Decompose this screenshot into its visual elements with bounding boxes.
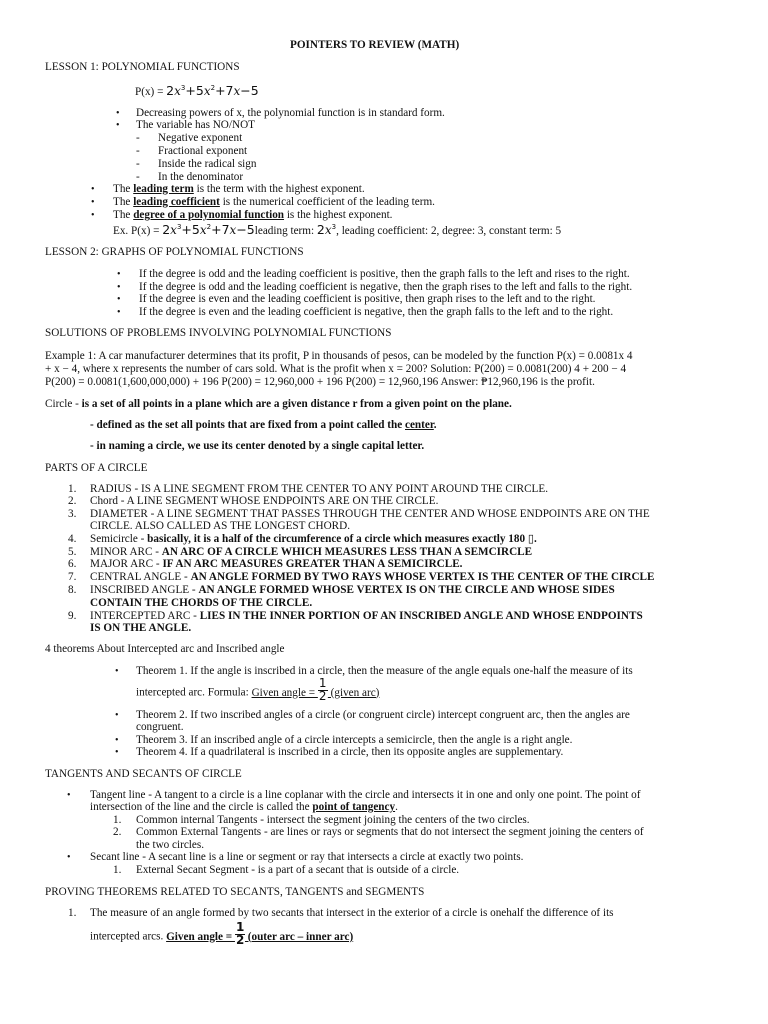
parts-item: IS ON THE ANGLE. (90, 622, 192, 634)
parts-heading: PARTS OF A CIRCLE (45, 462, 148, 474)
circle-definition: Circle - is a set of all points in a plane which are a given distance r from a given point on the plane. (45, 398, 512, 410)
list-num: 1. (113, 814, 122, 826)
bullet-icon: • (117, 269, 121, 280)
px-label: P(x) = (135, 86, 164, 98)
tangent-sub: Common internal Tangents - intersect the segment joining the centers of the two circles. (136, 814, 530, 826)
no-not-item: Negative exponent (158, 132, 243, 144)
one-half-fraction: $\frac{1}{2}$ (235, 920, 245, 947)
polynomial-formula (135, 84, 259, 99)
parts-num: 7. (68, 571, 77, 583)
dash-item: - (136, 132, 140, 144)
lesson1-heading: LESSON 1: POLYNOMIAL FUNCTIONS (45, 61, 240, 73)
bullet-icon: • (116, 108, 120, 119)
lesson1-point: Decreasing powers of x, the polynomial function is in standard form. (136, 107, 445, 119)
theorem-1-formula: intercepted arc. Formula: Given angle = $\frac{1}{2}$ (given arc) (136, 676, 380, 703)
no-not-item: Inside the radical sign (158, 158, 257, 170)
bullet-icon: • (115, 666, 119, 677)
no-not-item: Fractional exponent (158, 145, 248, 157)
dash-item: - (136, 145, 140, 157)
tangent-line: intersection of the line and the circle is called the point of tangency. (90, 801, 398, 813)
parts-item: INSCRIBED ANGLE - AN ANGLE FORMED WHOSE VERTEX IS ON THE CIRCLE AND WHOSE SIDES (90, 584, 615, 596)
dash-item: - (136, 171, 140, 183)
bullet-icon: • (117, 294, 121, 305)
parts-item: CENTRAL ANGLE - AN ANGLE FORMED BY TWO RAYS WHOSE VERTEX IS THE CENTER OF THE CIRCLE (90, 571, 655, 583)
example1-line: + x − 4, where x represents the number of cars sold. What is the profit when x = 200? Solution: P(200) = 0.0081(200) 4 + 200 − 4 (45, 363, 627, 375)
theorem-2: congruent. (136, 721, 184, 733)
lesson2-point: If the degree is odd and the leading coefficient is positive, then the graph falls to the left and rises to the right. (139, 268, 630, 280)
no-not-item: In the denominator (158, 171, 244, 183)
proving-heading: PROVING THEOREMS RELATED TO SECANTS, TANGENTS and SEGMENTS (45, 886, 425, 898)
bullet-icon: • (115, 735, 119, 746)
example-line: Ex. $P(x) = 2x^3+5x^2+7x-5leading$ term: $2x^3$, leading coefficient: 2, degree: 3, constant term: 5 (113, 222, 562, 237)
parts-num: 6. (68, 558, 77, 570)
bullet-icon: • (117, 282, 121, 293)
lesson2-point: If the degree is odd and the leading coefficient is negative, then the graph rises to the left and falls to the right. (139, 281, 633, 293)
lesson2-point: If the degree is even and the leading coefficient is negative, then the graph falls to the left and to the right. (139, 306, 614, 318)
parts-item: RADIUS - IS A LINE SEGMENT FROM THE CENTER TO ANY POINT AROUND THE CIRCLE. (90, 483, 548, 495)
parts-num: 5. (68, 546, 77, 558)
list-num: 1. (113, 864, 122, 876)
theorem-2: Theorem 2. If two inscribed angles of a circle (or congruent circle) intercept congruent arc, then the angles are (136, 709, 630, 721)
bullet-icon: • (117, 307, 121, 318)
theorems-heading: 4 theorems About Intercepted arc and Inscribed angle (45, 643, 285, 655)
parts-item: DIAMETER - A LINE SEGMENT THAT PASSES THROUGH THE CENTER AND WHOSE ENDPOINTS ARE ON THE (90, 508, 650, 520)
secant-line: Secant line - A secant line is a line or segment or ray that intersects a circle at exactly two points. (90, 851, 524, 863)
parts-num: 2. (68, 495, 77, 507)
px-expression: $2x^3+5x^2+7x-5$ (166, 83, 259, 98)
parts-num: 1. (68, 483, 77, 495)
dash-item: - (136, 158, 140, 170)
leading-coefficient-point: The leading coefficient is the numerical coefficient of the leading term. (113, 196, 435, 208)
lesson2-heading: LESSON 2: GRAPHS OF POLYNOMIAL FUNCTIONS (45, 246, 304, 258)
parts-num: 3. (68, 508, 77, 520)
theorem-1: Theorem 1. If the angle is inscribed in a circle, then the measure of the angle equals one-half the measure of its (136, 665, 633, 677)
parts-item: CONTAIN THE CHORDS OF THE CIRCLE. (90, 597, 313, 609)
tangent-sub: the two circles. (136, 839, 205, 851)
bullet-icon: • (67, 790, 71, 801)
parts-item: MAJOR ARC - IF AN ARC MEASURES GREATER THAN A SEMICIRCLE. (90, 558, 463, 570)
bullet-icon: • (91, 197, 95, 208)
theorem-4: Theorem 4. If a quadrilateral is inscribed in a circle, then its opposite angles are supplementary. (136, 746, 564, 758)
parts-num: 8. (68, 584, 77, 596)
theorem-3: Theorem 3. If an inscribed angle of a circle intercepts a semicircle, then the angle is a right angle. (136, 734, 573, 746)
parts-num: 4. (68, 533, 77, 545)
example1-line: Example 1: A car manufacturer determines that its profit, P in thousands of pesos, can be modeled by the function P(x) = 0.0081x 4 (45, 350, 633, 362)
bullet-icon: • (115, 710, 119, 721)
solutions-heading: SOLUTIONS OF PROBLEMS INVOLVING POLYNOMIAL FUNCTIONS (45, 327, 392, 339)
bullet-icon: • (67, 852, 71, 863)
parts-item: Semicircle - basically, it is a half of the circumference of a circle which measures exactly 180 ▯. (90, 533, 537, 545)
parts-num: 9. (68, 610, 77, 622)
one-half-fraction: $\frac{1}{2}$ (318, 676, 327, 703)
tangents-heading: TANGENTS AND SECANTS OF CIRCLE (45, 768, 242, 780)
page-title: POINTERS TO REVIEW (MATH) (290, 39, 460, 51)
bullet-icon: • (91, 210, 95, 221)
bullet-icon: • (115, 747, 119, 758)
degree-point: The degree of a polynomial function is the highest exponent. (113, 209, 393, 221)
circle-definition-3: - in naming a circle, we use its center denoted by a single capital letter. (90, 440, 425, 452)
parts-item: Chord - A LINE SEGMENT WHOSE ENDPOINTS ARE ON THE CIRCLE. (90, 495, 439, 507)
lesson1-point: The variable has NO/NOT (136, 119, 255, 131)
lesson2-point: If the degree is even and the leading coefficient is positive, then graph rises to the left and to the right. (139, 293, 596, 305)
circle-definition-2: - defined as the set all points that are fixed from a point called the center. (90, 419, 437, 431)
list-num: 1. (68, 907, 77, 919)
parts-item: MINOR ARC - AN ARC OF A CIRCLE WHICH MEASURES LESS THAN A SEMCIRCLE (90, 546, 533, 558)
example1-line: P(200) = 0.0081(1,600,000,000) + 196 P(200) = 12,960,000 + 196 P(200) = 12,960,196 Answer: ₱12,960,196 is the profit. (45, 376, 595, 388)
bullet-icon: • (116, 120, 120, 131)
parts-item: CIRCLE. ALSO CALLED AS THE LONGEST CHORD. (90, 520, 351, 532)
leading-term-point: The leading term is the term with the highest exponent. (113, 183, 365, 195)
tangent-line: Tangent line - A tangent to a circle is a line coplanar with the circle and intersects it in one and only one point. The point of (90, 789, 641, 801)
tangent-sub: Common External Tangents - are lines or rays or segments that do not intersect the segment joining the centers of (136, 826, 644, 838)
list-num: 2. (113, 826, 122, 838)
secant-sub: External Secant Segment - is a part of a secant that is outside of a circle. (136, 864, 460, 876)
proving-1-formula: intercepted arcs. Given angle = $\frac{1}{2}$ (outer arc – inner arc) (90, 920, 354, 947)
parts-item: INTERCEPTED ARC - LIES IN THE INNER PORTION OF AN INSCRIBED ANGLE AND WHOSE ENDPOINTS (90, 610, 643, 622)
bullet-icon: • (91, 184, 95, 195)
proving-1: The measure of an angle formed by two secants that intersect in the exterior of a circle is onehalf the difference of its (90, 907, 614, 919)
